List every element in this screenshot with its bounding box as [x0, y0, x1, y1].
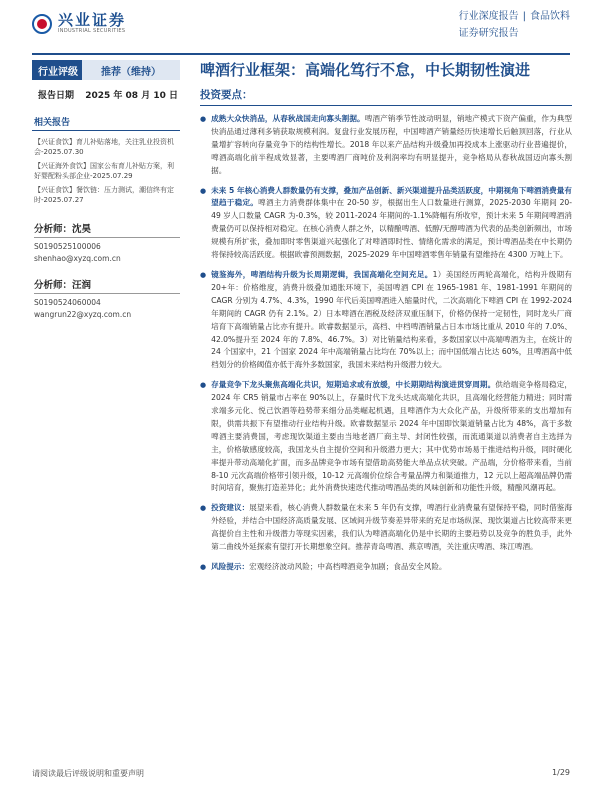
rating-label: 行业评级 [32, 60, 82, 80]
report-type-tag: 行业深度报告 [458, 11, 519, 22]
key-point [200, 502, 572, 554]
sector-tag: 食品饮料 [530, 11, 570, 22]
bullet-icon: ● [200, 115, 207, 123]
bullet-icon: ● [200, 563, 207, 571]
logo-name: 兴业证券 [58, 11, 127, 29]
analyst-license: S0190525100006 [34, 242, 101, 251]
page-footer [32, 768, 570, 779]
key-point-text: 1）美国经历两轮高端化，结构升级期有 20+年：价格维度，消费升级叠加通胀环境下，美国啤酒 CPI 在 1965-1981 年、1981-1991 年期间的 CAGR 分别为 4.7%、4.3%，1990 年代后美国啤酒进入缩量时代，二次高端化下啤酒 CPI 在 1992-2024 年期间的 CAGR 仍有 2.1%。2）日本啤酒在酒税及经济双重压制下，价格仍保持一定韧性，同时龙头厂商培育下高端销量占比亦有提升。欧睿数据显示，高档、中档啤酒销量占日本市场比重从 2010 年的 7.0%、42.0%提升至 2024 年的 7.8%、46.7%。3）对比销量结构来看，多数国家以中高端啤酒为主，在统计的 24 个国家中，21 个国家 2024 年中高端销量占比均在 70%以上；而中国低端占比达 60%，且啤酒高中低档划分的价格阈值亦低于海外多数国家，我国未来结构升级潜力较大。 [211, 269, 572, 370]
key-point-lead: 未来 5 年核心消费人群数量仍有支撑，叠加产品创新、新兴渠道提升品类活跃度，中期视角下啤酒消费量有望趋于稳定。 [211, 185, 572, 208]
key-point [200, 269, 572, 372]
company-logo-icon [32, 14, 52, 34]
bullet-icon: ● [200, 504, 207, 513]
key-point-lead: 成熟大众快消品，从春秋战国走向寡头割据。 [211, 114, 365, 123]
rating-box [32, 60, 180, 80]
key-point-lead: 存量竞争下龙头聚焦高端化共识，短期追求或有放缓，中长期期结构演进贯穿周期。 [211, 380, 496, 390]
logo-english-name: INDUSTRIAL SECURITIES [58, 28, 126, 34]
main-content [200, 60, 572, 574]
header-divider [32, 53, 570, 55]
sidebar [32, 60, 180, 321]
analyst-card [32, 277, 180, 321]
key-point-text: 啤酒产销季节性波动明显，销地产模式下资产偏重，作为典型快消品通过薄利多销获取规模利润。复盘行业发展历程，中国啤酒产销量经历快速增长后触顶回落，行业从量增扩容转向存量竞争下的结构性增长。2018 年以来产品结构升级叠加再投成本上涨驱动行业普遍提价，啤酒高端化前半程成效显著，主要啤酒厂商吨价及利润率均有明显提升，竞争格局从春秋战国迈向寡头割据。 [211, 114, 572, 175]
report-date-label: 报告日期 [38, 91, 75, 101]
report-type-header [459, 10, 570, 41]
bullet-icon: ● [200, 381, 207, 390]
key-point [200, 185, 572, 262]
key-point-lead: 镜鉴海外，啤酒结构升级为长周期逻辑，我国高端化空间充足。 [211, 269, 433, 279]
key-point-text: 啤酒主力消费群体集中在 20-50 岁，根据出生人口数量进行测算，2025-2030 年期间 20-49 岁人口数量 CAGR 为-0.3%，较 2011-2024 年期间的-1.1%降幅有所收窄，预计未来 5 年期间啤酒消费量仍可以保持相对稳定。在核心消费人群之外，以精酿啤酒、低醇/无醇啤酒为代表的品类创新频出，市场规模有所扩张，叠加即时零售渠道兴起强化了对啤酒即时性、情绪化需求的满足，预计啤酒品类在中长期仍将保持较高活跃度。根据欧睿预测数据，2025-2029 年中国啤酒零售年销量有望维持在 4300 万吨上下。 [211, 198, 573, 260]
analyst-email[interactable]: shenhao@xyzq.com.cn [34, 254, 121, 263]
analyst-name: 分析师：汪润 [34, 277, 180, 294]
key-point-text: 展望来看，核心消费人群数量在未来 5 年仍有支撑，啤酒行业消费量有望保持平稳，同时借鉴海外经验，并结合中国经济高质量发展、区域间升级节奏差异带来的充足市场纵深、现饮渠道占比较高带来更高提价自主性和升级潜力等现实因素，我们认为啤酒高端化仍是中长期的主要趋势以及竞争的胜负手，此外第二曲线外延探索有望打开长期想象空间。推荐青岛啤酒、燕京啤酒，关注重庆啤酒、珠江啤酒。 [211, 503, 573, 552]
analyst-card [32, 221, 180, 265]
analyst-email[interactable]: wangrun22@xyzq.com.cn [34, 310, 132, 319]
related-report-link[interactable]: 【兴证食饮】餐饮链：压力测试，潮信终有定时-2025.07.27 [34, 186, 174, 204]
report-date-value: 2025 年 08 月 10 日 [85, 91, 178, 101]
report-subtitle: 证券研究报告 [458, 28, 519, 39]
key-point-lead: 投资建议： [211, 503, 250, 513]
related-report-link[interactable]: 【兴证食饮】育儿补贴落地，关注乳业投资机会-2025.07.30 [34, 138, 174, 156]
key-point [200, 561, 572, 574]
key-points-title: 投资要点： [200, 87, 572, 106]
rating-value: 推荐（维持） [82, 60, 180, 80]
key-point-lead: 风险提示： [211, 562, 250, 571]
bullet-icon: ● [200, 186, 207, 195]
disclaimer-note: 请阅读最后评级说明和重要声明 [32, 769, 144, 778]
bullet-icon: ● [200, 270, 207, 279]
tag-separator: | [522, 11, 526, 22]
key-point [200, 113, 572, 178]
related-reports-list [32, 135, 180, 207]
analyst-name: 分析师：沈昊 [34, 221, 180, 238]
report-title: 啤酒行业框架：高端化笃行不怠，中长期韧性演进 [200, 61, 531, 79]
related-reports-title: 相关报告 [32, 115, 180, 131]
key-point [200, 379, 572, 495]
key-point-text: 供给端竞争格局稳定，2024 年 CR5 销量市占率在 90%以上，存量时代下龙头达成高端化共识，且高端化经营能力精进；同时需求端多元化、悦己饮酒等趋势带来细分品类崛起机遇，且啤酒作为大众化产品，升级所带来的支出增加有限，供需共振下有望推动行业结构升级。欧睿数据显示 2024 年中国即饮渠道销量占比为 48%，高于多数啤酒主要消费国，考虑现饮渠道主要由当地老酒厂商主导、封闭性较强，而流通渠道以消费者自主选择为主，价格敏感度较高，我国龙头自主提价空间和升级潜力更大；其中优势市场易于推进结构升级，同时硬化率提升带动高端化扩面，而多品牌竞争市场有望借助高势能大单品点状突破。产品端，分价格带来看，当前 8-10 元次高端价格带引领升级，10-12 元高端价位综合考量品牌力和渠道推力，12 元以上超高端品牌仍需时间培育，聚焦打造差异化；此外消费快速迭代推动啤酒品类的风味创新和功能性升级，精酿风潮再起。 [211, 380, 572, 493]
report-date [32, 80, 180, 101]
related-report-link[interactable]: 【兴证海外食饮】国家公布育儿补贴方案，利好婴配粉头部企业-2025.07.29 [34, 162, 174, 180]
page-number: 1/29 [552, 768, 570, 777]
analyst-license: S0190524060004 [34, 298, 101, 307]
key-point-text: 宏观经济波动风险；中高档啤酒竞争加剧；食品安全风险。 [249, 562, 447, 571]
company-logo [32, 12, 126, 35]
